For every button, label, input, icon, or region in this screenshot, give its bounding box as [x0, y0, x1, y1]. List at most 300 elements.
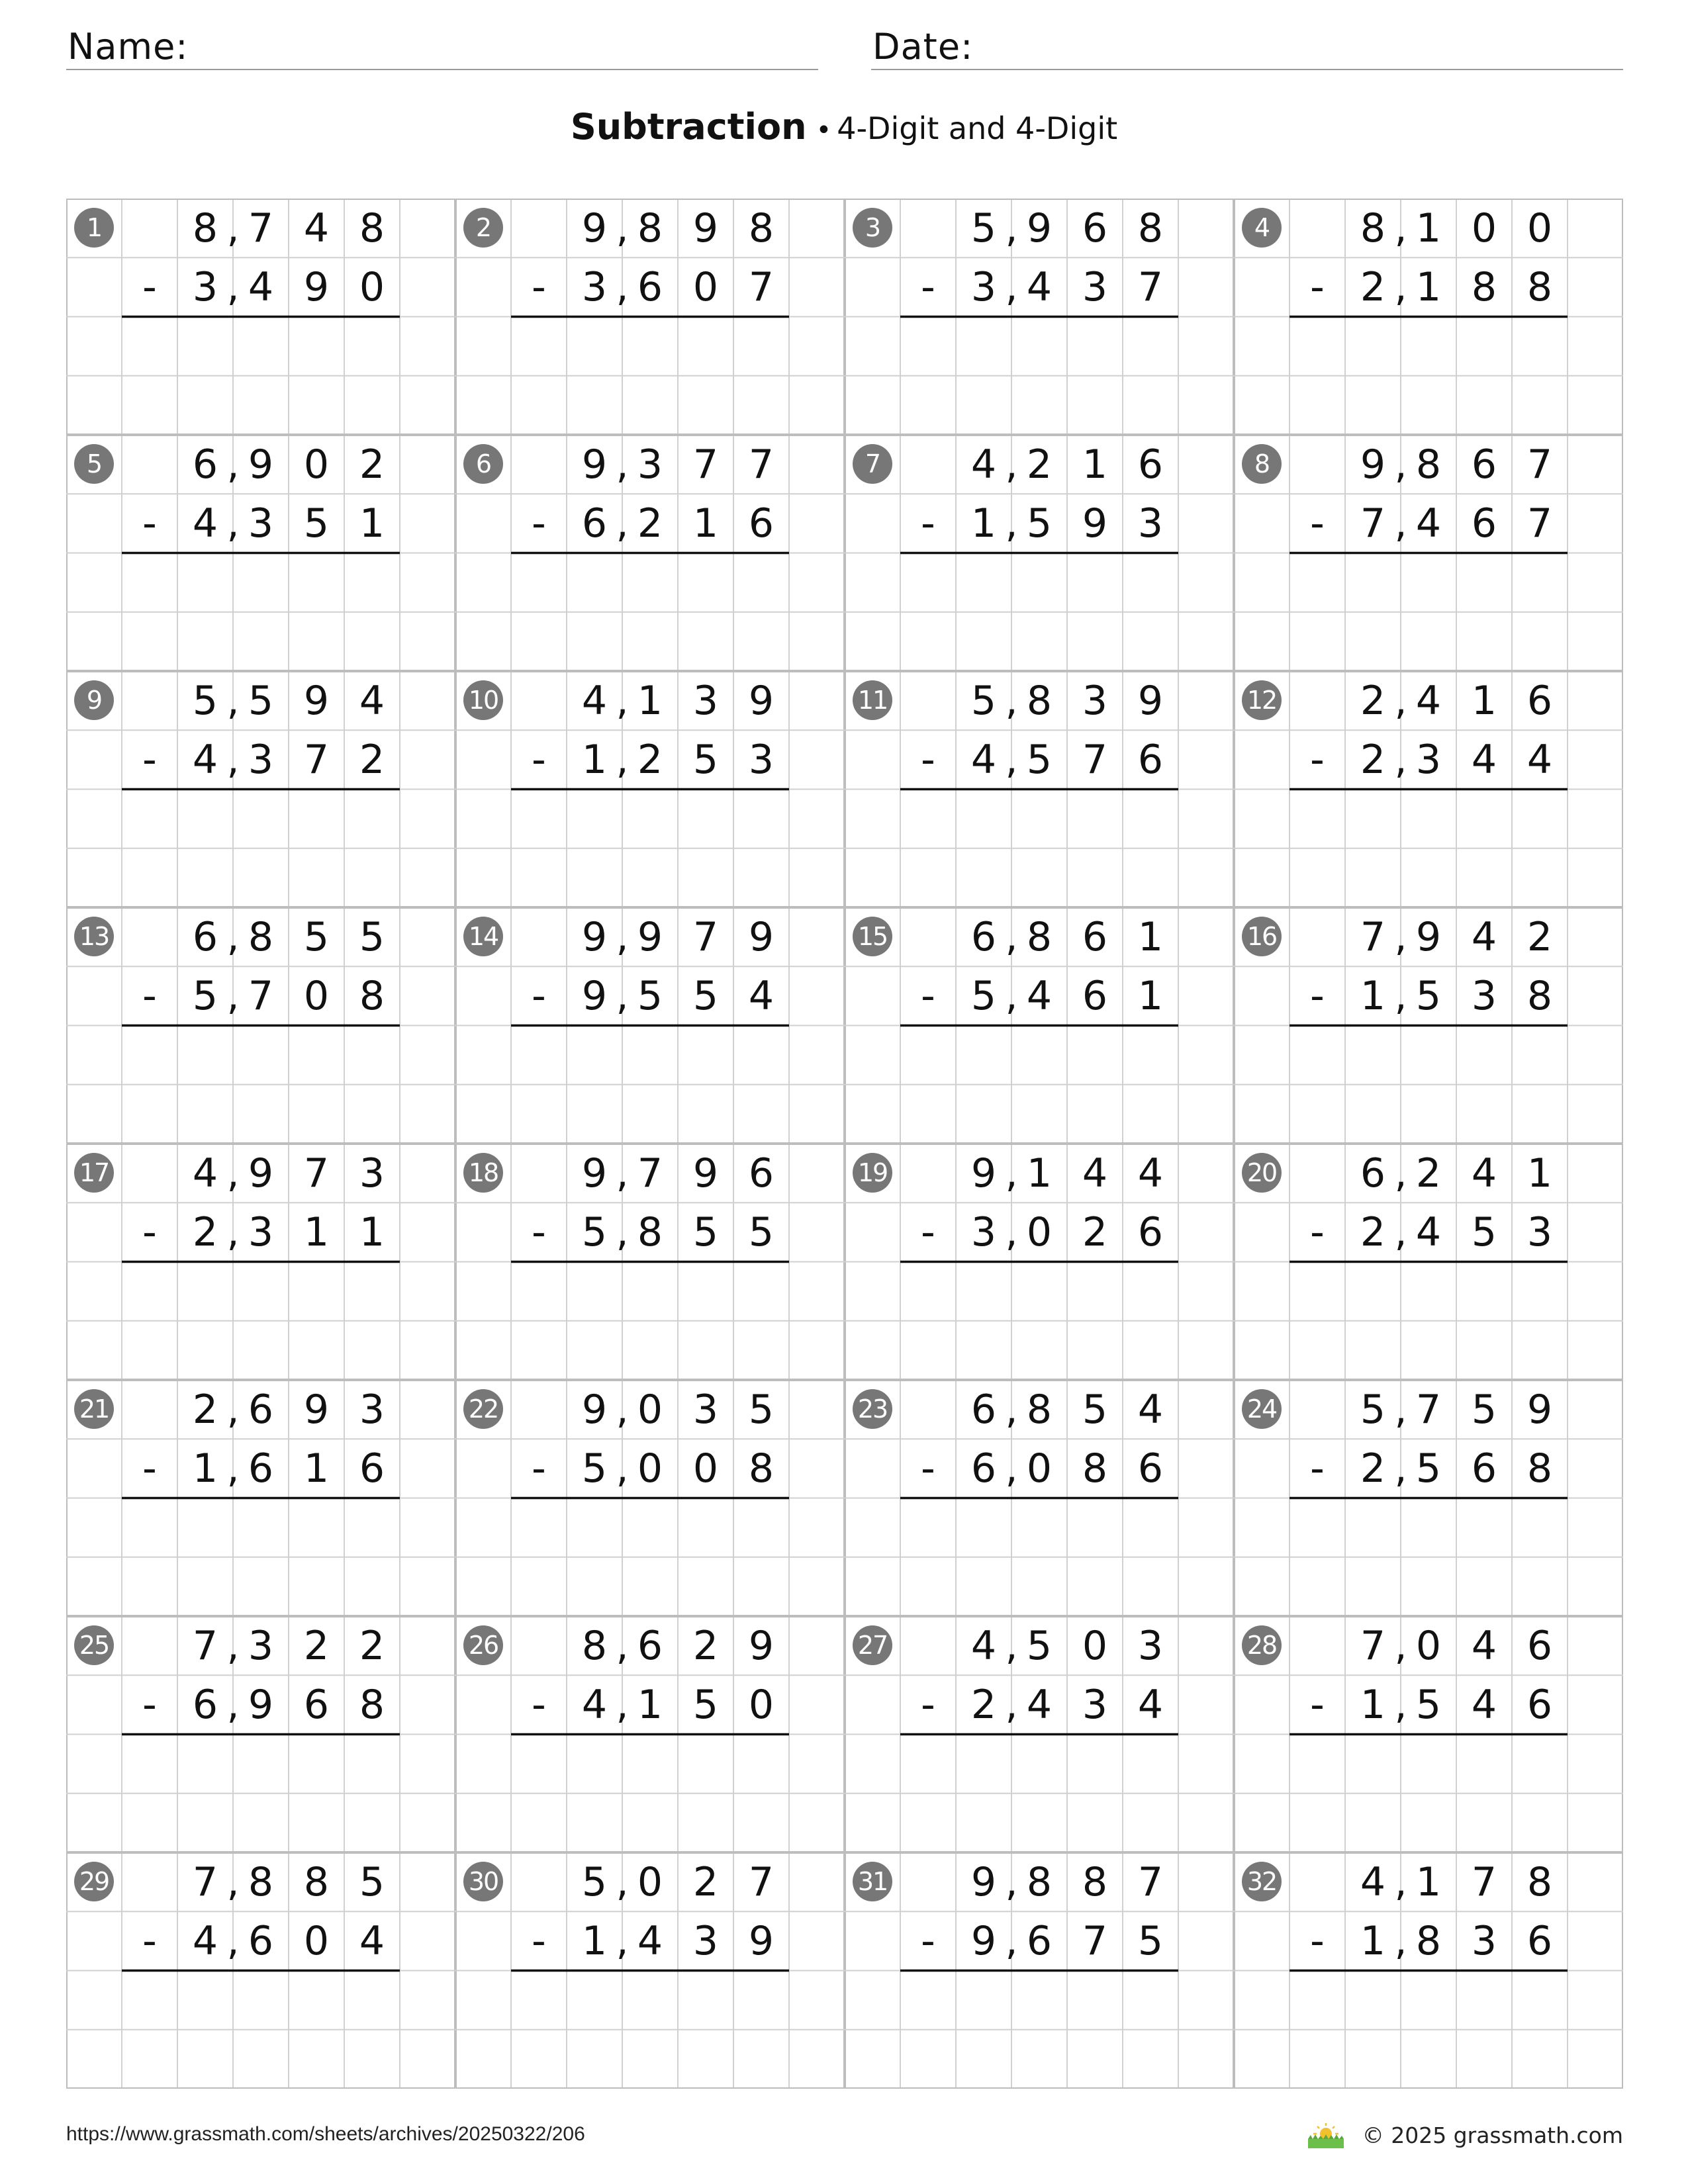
- minus-sign: -: [532, 1917, 546, 1964]
- subtrahend-thousands-digit: 2: [1360, 1208, 1386, 1255]
- minuend-ones-digit: 7: [1526, 441, 1553, 488]
- name-field[interactable]: [66, 26, 818, 70]
- minuend-tens-digit: 4: [303, 205, 330, 251]
- minuend-comma: ,: [616, 677, 629, 724]
- minuend-comma: ,: [616, 1386, 629, 1433]
- minuend-hundreds-digit: 7: [248, 205, 274, 251]
- subtrahend-ones-digit: 8: [1526, 972, 1553, 1019]
- minuend-ones-digit: 0: [1526, 205, 1553, 251]
- minuend-ones-digit: 4: [1137, 1150, 1164, 1197]
- subtrahend-hundreds-digit: 5: [1415, 972, 1442, 1019]
- minuend-ones-digit: 7: [1137, 1858, 1164, 1905]
- minuend-hundreds-digit: 8: [637, 205, 663, 251]
- minuend-tens-digit: 4: [1082, 1150, 1108, 1197]
- subtrahend-comma: ,: [1394, 263, 1407, 310]
- subtrahend-thousands-digit: 5: [581, 1208, 608, 1255]
- subtrahend-hundreds-digit: 3: [248, 500, 274, 547]
- subtrahend-comma: ,: [1005, 500, 1018, 547]
- subtrahend-thousands-digit: 4: [970, 736, 997, 783]
- subtrahend-ones-digit: 0: [748, 1681, 774, 1728]
- problem-number-badge: 15: [853, 917, 892, 956]
- minuend-tens-digit: 8: [303, 1858, 330, 1905]
- minuend-ones-digit: 9: [1137, 677, 1164, 724]
- subtrahend-tens-digit: 3: [1082, 1681, 1108, 1728]
- minuend-comma: ,: [1394, 1386, 1407, 1433]
- subtrahend-thousands-digit: 1: [1360, 972, 1386, 1019]
- minuend-comma: ,: [616, 1622, 629, 1669]
- subtrahend-comma: ,: [226, 500, 240, 547]
- minuend-thousands-digit: 7: [1360, 1622, 1386, 1669]
- minuend-comma: ,: [226, 677, 240, 724]
- subtrahend-comma: ,: [1005, 1208, 1018, 1255]
- subtrahend-comma: ,: [616, 500, 629, 547]
- minus-sign: -: [921, 1681, 935, 1728]
- subtrahend-tens-digit: 4: [1471, 1681, 1497, 1728]
- minuend-hundreds-digit: 6: [248, 1386, 274, 1433]
- minuend-ones-digit: 8: [748, 205, 774, 251]
- problem-number-badge: 32: [1242, 1862, 1282, 1901]
- subtrahend-tens-digit: 8: [1082, 1445, 1108, 1492]
- minuend-comma: ,: [1005, 677, 1018, 724]
- subtrahend-hundreds-digit: 6: [248, 1917, 274, 1964]
- footer-copyright: © 2025 grassmath.com: [1362, 2122, 1623, 2148]
- minuend-tens-digit: 5: [303, 913, 330, 960]
- minuend-tens-digit: 2: [692, 1858, 719, 1905]
- problem-number-badge: 19: [853, 1153, 892, 1193]
- minus-sign: -: [1310, 263, 1325, 310]
- subtrahend-hundreds-digit: 5: [1415, 1445, 1442, 1492]
- minuend-ones-digit: 5: [748, 1386, 774, 1433]
- subtrahend-thousands-digit: 3: [970, 1208, 997, 1255]
- subtrahend-thousands-digit: 4: [192, 500, 218, 547]
- answer-area[interactable]: [900, 1263, 1178, 1320]
- subtrahend-hundreds-digit: 3: [1415, 736, 1442, 783]
- minuend-tens-digit: 9: [303, 677, 330, 724]
- answer-area[interactable]: [900, 555, 1178, 611]
- minuend-comma: ,: [1005, 1622, 1018, 1669]
- problem-grid: [66, 199, 1623, 2089]
- problem-number-badge: 30: [463, 1862, 503, 1901]
- problem-number-badge: 10: [463, 680, 503, 720]
- answer-area[interactable]: [1289, 1972, 1568, 2028]
- subtrahend-comma: ,: [616, 1917, 629, 1964]
- minuend-ones-digit: 7: [748, 441, 774, 488]
- subtrahend-comma: ,: [1394, 736, 1407, 783]
- answer-area[interactable]: [1289, 1027, 1568, 1083]
- answer-area[interactable]: [511, 1500, 789, 1556]
- subtrahend-comma: ,: [1394, 500, 1407, 547]
- minuend-tens-digit: 6: [1471, 441, 1497, 488]
- subtrahend-thousands-digit: 5: [970, 972, 997, 1019]
- answer-area[interactable]: [122, 1500, 400, 1556]
- subtrahend-hundreds-digit: 5: [1026, 736, 1053, 783]
- subtrahend-tens-digit: 6: [1471, 1445, 1497, 1492]
- minuend-comma: ,: [616, 1858, 629, 1905]
- problem-number-badge: 18: [463, 1153, 503, 1193]
- minuend-thousands-digit: 8: [581, 1622, 608, 1669]
- subtrahend-ones-digit: 8: [359, 1681, 385, 1728]
- minuend-ones-digit: 7: [748, 1858, 774, 1905]
- answer-area[interactable]: [122, 1027, 400, 1083]
- minuend-tens-digit: 6: [1082, 913, 1108, 960]
- minuend-ones-digit: 6: [1137, 441, 1164, 488]
- minuend-tens-digit: 2: [303, 1622, 330, 1669]
- minuend-comma: ,: [226, 1386, 240, 1433]
- minuend-ones-digit: 8: [1137, 205, 1164, 251]
- subtrahend-tens-digit: 0: [692, 1445, 719, 1492]
- minuend-hundreds-digit: 9: [1415, 913, 1442, 960]
- subtrahend-thousands-digit: 2: [1360, 1445, 1386, 1492]
- minuend-ones-digit: 2: [1526, 913, 1553, 960]
- problem-number-badge: 29: [74, 1862, 114, 1901]
- footer-copyright-block: [1304, 2120, 1623, 2150]
- subtrahend-ones-digit: 4: [1526, 736, 1553, 783]
- minuend-comma: ,: [1394, 205, 1407, 251]
- subtrahend-ones-digit: 6: [1137, 736, 1164, 783]
- minuend-tens-digit: 0: [1082, 1622, 1108, 1669]
- minuend-thousands-digit: 9: [970, 1858, 997, 1905]
- subtrahend-ones-digit: 4: [748, 972, 774, 1019]
- subtrahend-tens-digit: 8: [1471, 263, 1497, 310]
- subtrahend-comma: ,: [616, 1208, 629, 1255]
- answer-area[interactable]: [122, 318, 400, 375]
- subtrahend-ones-digit: 9: [748, 1917, 774, 1964]
- subtrahend-hundreds-digit: 0: [1026, 1445, 1053, 1492]
- subtrahend-ones-digit: 4: [359, 1917, 385, 1964]
- subtrahend-comma: ,: [1394, 1445, 1407, 1492]
- minuend-hundreds-digit: 1: [1026, 1150, 1053, 1197]
- subtrahend-thousands-digit: 1: [192, 1445, 218, 1492]
- answer-area[interactable]: [900, 318, 1178, 375]
- subtrahend-tens-digit: 3: [1471, 1917, 1497, 1964]
- minus-sign: -: [142, 500, 157, 547]
- answer-area[interactable]: [900, 791, 1178, 847]
- minuend-comma: ,: [1394, 677, 1407, 724]
- subtrahend-hundreds-digit: 4: [248, 263, 274, 310]
- minuend-thousands-digit: 9: [581, 1386, 608, 1433]
- problem-number-badge: 3: [853, 208, 892, 248]
- minus-sign: -: [921, 500, 935, 547]
- minuend-hundreds-digit: 2: [1415, 1150, 1442, 1197]
- minuend-thousands-digit: 6: [192, 441, 218, 488]
- minuend-thousands-digit: 7: [192, 1622, 218, 1669]
- subtrahend-tens-digit: 5: [692, 972, 719, 1019]
- subtrahend-thousands-digit: 3: [192, 263, 218, 310]
- subtrahend-thousands-digit: 9: [581, 972, 608, 1019]
- minus-sign: -: [532, 1681, 546, 1728]
- subtrahend-ones-digit: 6: [1526, 1681, 1553, 1728]
- subtrahend-tens-digit: 1: [303, 1445, 330, 1492]
- subtrahend-ones-digit: 3: [1526, 1208, 1553, 1255]
- subtrahend-hundreds-digit: 4: [637, 1917, 663, 1964]
- minuend-thousands-digit: 7: [192, 1858, 218, 1905]
- minuend-ones-digit: 2: [359, 1622, 385, 1669]
- minuend-hundreds-digit: 7: [637, 1150, 663, 1197]
- minuend-thousands-digit: 9: [581, 205, 608, 251]
- answer-area[interactable]: [122, 1972, 400, 2028]
- problem-number-badge: 9: [74, 680, 114, 720]
- answer-area[interactable]: [1289, 791, 1568, 847]
- answer-area[interactable]: [511, 1027, 789, 1083]
- subtrahend-hundreds-digit: 2: [637, 736, 663, 783]
- subtrahend-hundreds-digit: 0: [1026, 1208, 1053, 1255]
- minuend-ones-digit: 6: [1526, 1622, 1553, 1669]
- subtrahend-comma: ,: [226, 263, 240, 310]
- problem-number-badge: 23: [853, 1389, 892, 1429]
- minuend-hundreds-digit: 9: [248, 441, 274, 488]
- subtrahend-tens-digit: 6: [303, 1681, 330, 1728]
- problem-number-badge: 12: [1242, 680, 1282, 720]
- answer-area[interactable]: [900, 1500, 1178, 1556]
- subtrahend-ones-digit: 8: [748, 1445, 774, 1492]
- minuend-ones-digit: 9: [748, 677, 774, 724]
- minuend-hundreds-digit: 3: [248, 1622, 274, 1669]
- answer-area[interactable]: [1289, 1263, 1568, 1320]
- minuend-ones-digit: 6: [1526, 677, 1553, 724]
- minuend-thousands-digit: 8: [192, 205, 218, 251]
- problem-number-badge: 6: [463, 444, 503, 484]
- minuend-ones-digit: 3: [359, 1150, 385, 1197]
- minuend-tens-digit: 7: [303, 1150, 330, 1197]
- subtrahend-hundreds-digit: 5: [1026, 500, 1053, 547]
- subtrahend-thousands-digit: 4: [192, 736, 218, 783]
- minuend-tens-digit: 9: [692, 205, 719, 251]
- subtrahend-comma: ,: [1005, 263, 1018, 310]
- subtrahend-ones-digit: 4: [1137, 1681, 1164, 1728]
- minus-sign: -: [1310, 736, 1325, 783]
- minuend-hundreds-digit: 2: [1026, 441, 1053, 488]
- answer-area[interactable]: [1289, 1736, 1568, 1792]
- minuend-ones-digit: 1: [1137, 913, 1164, 960]
- subtrahend-hundreds-digit: 1: [1415, 263, 1442, 310]
- minus-sign: -: [142, 1681, 157, 1728]
- minus-sign: -: [532, 972, 546, 1019]
- answer-area[interactable]: [511, 1263, 789, 1320]
- subtrahend-hundreds-digit: 5: [637, 972, 663, 1019]
- problem-number-badge: 2: [463, 208, 503, 248]
- minuend-hundreds-digit: 8: [1415, 441, 1442, 488]
- minus-sign: -: [921, 736, 935, 783]
- subtrahend-hundreds-digit: 1: [637, 1681, 663, 1728]
- problem-number-badge: 11: [853, 680, 892, 720]
- subtrahend-tens-digit: 7: [1082, 1917, 1108, 1964]
- answer-area[interactable]: [122, 791, 400, 847]
- minuend-hundreds-digit: 8: [248, 913, 274, 960]
- subtrahend-tens-digit: 1: [303, 1208, 330, 1255]
- subtrahend-tens-digit: 3: [1471, 972, 1497, 1019]
- minuend-hundreds-digit: 1: [1415, 205, 1442, 251]
- minuend-tens-digit: 4: [1471, 913, 1497, 960]
- subtrahend-hundreds-digit: 4: [1415, 1208, 1442, 1255]
- minuend-hundreds-digit: 1: [1415, 1858, 1442, 1905]
- subtrahend-hundreds-digit: 6: [637, 263, 663, 310]
- minuend-comma: ,: [226, 441, 240, 488]
- answer-area[interactable]: [1289, 555, 1568, 611]
- subtrahend-hundreds-digit: 8: [1415, 1917, 1442, 1964]
- subtrahend-thousands-digit: 1: [970, 500, 997, 547]
- minus-sign: -: [921, 1445, 935, 1492]
- problem-number-badge: 25: [74, 1625, 114, 1665]
- subtrahend-comma: ,: [616, 1445, 629, 1492]
- answer-area[interactable]: [122, 1736, 400, 1792]
- minuend-comma: ,: [616, 913, 629, 960]
- minuend-ones-digit: 5: [359, 1858, 385, 1905]
- subtrahend-comma: ,: [1005, 1681, 1018, 1728]
- subtrahend-comma: ,: [1394, 1917, 1407, 1964]
- subtrahend-tens-digit: 9: [1082, 500, 1108, 547]
- minuend-ones-digit: 1: [1526, 1150, 1553, 1197]
- answer-area[interactable]: [511, 318, 789, 375]
- minuend-ones-digit: 8: [1526, 1858, 1553, 1905]
- minuend-ones-digit: 6: [748, 1150, 774, 1197]
- subtrahend-ones-digit: 1: [359, 500, 385, 547]
- minus-sign: -: [142, 1445, 157, 1492]
- subtrahend-tens-digit: 4: [1471, 736, 1497, 783]
- minus-sign: -: [142, 736, 157, 783]
- minuend-thousands-digit: 5: [581, 1858, 608, 1905]
- minuend-thousands-digit: 8: [1360, 205, 1386, 251]
- subtrahend-ones-digit: 6: [1137, 1445, 1164, 1492]
- minuend-comma: ,: [1005, 913, 1018, 960]
- minuend-tens-digit: 5: [1471, 1386, 1497, 1433]
- subtrahend-thousands-digit: 3: [581, 263, 608, 310]
- minuend-thousands-digit: 6: [1360, 1150, 1386, 1197]
- minus-sign: -: [921, 1917, 935, 1964]
- subtrahend-hundreds-digit: 5: [1415, 1681, 1442, 1728]
- minuend-thousands-digit: 9: [970, 1150, 997, 1197]
- minuend-tens-digit: 6: [1082, 205, 1108, 251]
- minus-sign: -: [532, 500, 546, 547]
- minuend-ones-digit: 9: [1526, 1386, 1553, 1433]
- minuend-comma: ,: [226, 913, 240, 960]
- subtrahend-ones-digit: 3: [748, 736, 774, 783]
- subtrahend-hundreds-digit: 4: [1415, 500, 1442, 547]
- minuend-thousands-digit: 5: [192, 677, 218, 724]
- subtrahend-comma: ,: [616, 1681, 629, 1728]
- minuend-tens-digit: 0: [1471, 205, 1497, 251]
- subtrahend-ones-digit: 1: [1137, 972, 1164, 1019]
- minuend-hundreds-digit: 8: [1026, 1858, 1053, 1905]
- grass-sun-logo-icon: [1304, 2120, 1348, 2150]
- subtrahend-thousands-digit: 7: [1360, 500, 1386, 547]
- subtrahend-ones-digit: 2: [359, 736, 385, 783]
- subtrahend-hundreds-digit: 4: [1026, 972, 1053, 1019]
- answer-area[interactable]: [511, 791, 789, 847]
- problem-number-badge: 8: [1242, 444, 1282, 484]
- subtrahend-comma: ,: [1005, 972, 1018, 1019]
- minuend-tens-digit: 7: [1471, 1858, 1497, 1905]
- minuend-thousands-digit: 4: [970, 1622, 997, 1669]
- minuend-tens-digit: 1: [1471, 677, 1497, 724]
- minuend-comma: ,: [1005, 1150, 1018, 1197]
- subtrahend-hundreds-digit: 2: [637, 500, 663, 547]
- subtrahend-comma: ,: [616, 736, 629, 783]
- subtrahend-ones-digit: 7: [1137, 263, 1164, 310]
- minuend-comma: ,: [1005, 441, 1018, 488]
- minuend-comma: ,: [226, 205, 240, 251]
- subtrahend-thousands-digit: 5: [581, 1445, 608, 1492]
- minuend-thousands-digit: 4: [970, 441, 997, 488]
- subtrahend-comma: ,: [1394, 1681, 1407, 1728]
- subtrahend-comma: ,: [616, 263, 629, 310]
- minus-sign: -: [532, 1445, 546, 1492]
- minuend-hundreds-digit: 9: [637, 913, 663, 960]
- answer-area[interactable]: [1289, 1500, 1568, 1556]
- answer-area[interactable]: [511, 555, 789, 611]
- minuend-tens-digit: 9: [303, 1386, 330, 1433]
- minus-sign: -: [921, 972, 935, 1019]
- subtrahend-hundreds-digit: 3: [248, 1208, 274, 1255]
- answer-area[interactable]: [1289, 318, 1568, 375]
- minuend-tens-digit: 0: [303, 441, 330, 488]
- subtrahend-tens-digit: 0: [303, 972, 330, 1019]
- answer-area[interactable]: [900, 1736, 1178, 1792]
- subtrahend-tens-digit: 0: [303, 1917, 330, 1964]
- subtrahend-hundreds-digit: 0: [637, 1445, 663, 1492]
- footer-url: https://www.grassmath.com/sheets/archives/20250322/206: [66, 2123, 585, 2145]
- subtrahend-tens-digit: 5: [1471, 1208, 1497, 1255]
- problem-number-badge: 22: [463, 1389, 503, 1429]
- minuend-thousands-digit: 4: [581, 677, 608, 724]
- minuend-thousands-digit: 6: [970, 913, 997, 960]
- problem-number-badge: 21: [74, 1389, 114, 1429]
- subtrahend-ones-digit: 0: [359, 263, 385, 310]
- date-field[interactable]: [871, 26, 1623, 70]
- subtrahend-tens-digit: 7: [1082, 736, 1108, 783]
- date-label: Date:: [872, 26, 974, 68]
- answer-area[interactable]: [122, 555, 400, 611]
- subtrahend-thousands-digit: 6: [581, 500, 608, 547]
- problem-number-badge: 7: [853, 444, 892, 484]
- minuend-comma: ,: [1394, 1622, 1407, 1669]
- minuend-thousands-digit: 5: [1360, 1386, 1386, 1433]
- minuend-hundreds-digit: 6: [637, 1622, 663, 1669]
- subtrahend-hundreds-digit: 6: [1026, 1917, 1053, 1964]
- answer-area[interactable]: [511, 1972, 789, 2028]
- minuend-ones-digit: 8: [359, 205, 385, 251]
- subtrahend-hundreds-digit: 4: [1026, 1681, 1053, 1728]
- subtrahend-ones-digit: 6: [1137, 1208, 1164, 1255]
- subtrahend-ones-digit: 3: [1137, 500, 1164, 547]
- subtrahend-thousands-digit: 1: [581, 1917, 608, 1964]
- problem-number-badge: 14: [463, 917, 503, 956]
- minus-sign: -: [142, 1917, 157, 1964]
- minuend-comma: ,: [616, 205, 629, 251]
- minuend-tens-digit: 4: [1471, 1622, 1497, 1669]
- minuend-ones-digit: 9: [748, 1622, 774, 1669]
- subtrahend-thousands-digit: 1: [1360, 1917, 1386, 1964]
- minuend-comma: ,: [616, 441, 629, 488]
- minuend-thousands-digit: 4: [1360, 1858, 1386, 1905]
- minuend-hundreds-digit: 7: [1415, 1386, 1442, 1433]
- minus-sign: -: [142, 972, 157, 1019]
- subtrahend-comma: ,: [1005, 1445, 1018, 1492]
- minuend-thousands-digit: 5: [970, 205, 997, 251]
- title-main: Subtraction: [570, 106, 807, 148]
- title-separator: •: [816, 115, 832, 146]
- answer-area[interactable]: [900, 1972, 1178, 2028]
- minuend-ones-digit: 9: [748, 913, 774, 960]
- minuend-ones-digit: 2: [359, 441, 385, 488]
- title-subtitle: 4-Digit and 4-Digit: [837, 111, 1118, 146]
- answer-area[interactable]: [122, 1263, 400, 1320]
- subtrahend-thousands-digit: 1: [581, 736, 608, 783]
- subtrahend-ones-digit: 1: [359, 1208, 385, 1255]
- subtrahend-comma: ,: [226, 1917, 240, 1964]
- answer-area[interactable]: [900, 1027, 1178, 1083]
- answer-area[interactable]: [511, 1736, 789, 1792]
- subtrahend-ones-digit: 6: [359, 1445, 385, 1492]
